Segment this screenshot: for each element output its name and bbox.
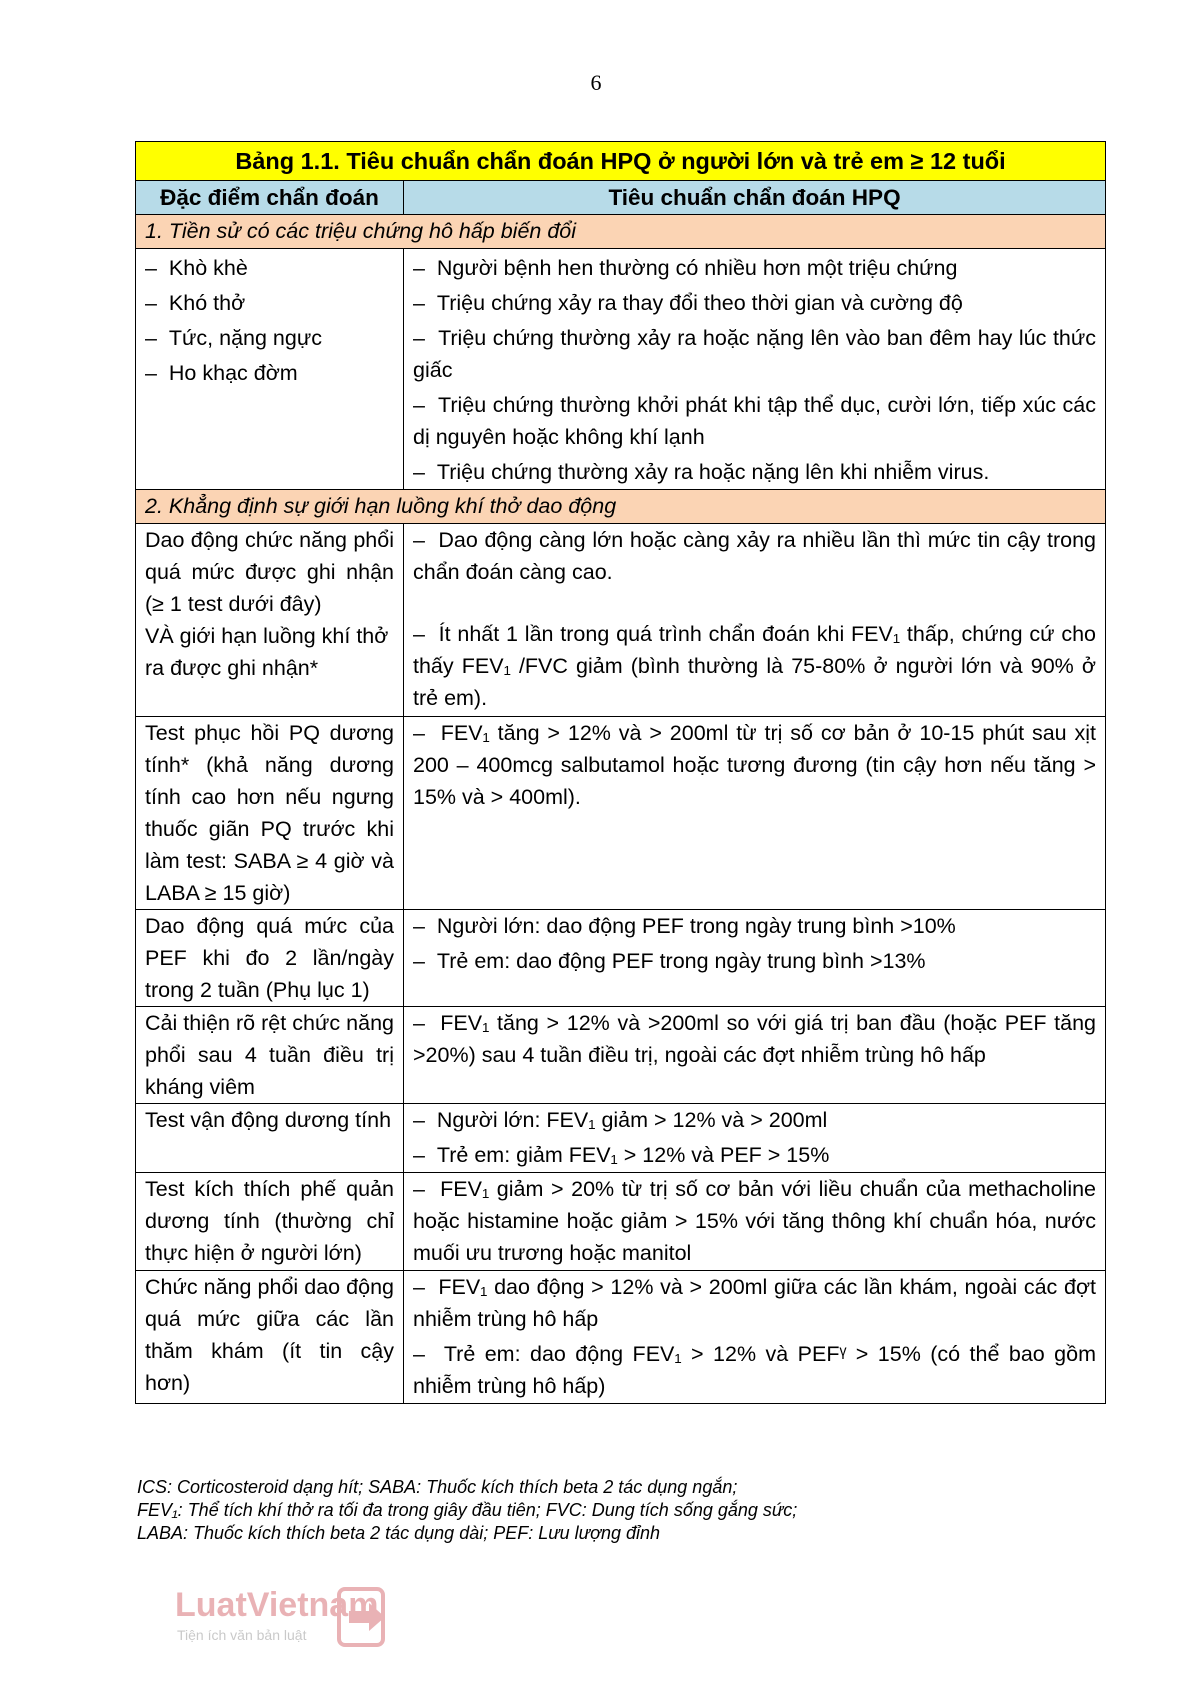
criteria-item: – Người bệnh hen thường có nhiều hơn một triệu chứng: [413, 252, 1096, 284]
feature-cell: [136, 1271, 404, 1404]
symptom-item: – Ho khạc đờm: [145, 357, 394, 389]
criteria-item: – Triệu chứng thường khởi phát khi tập thể dục, cười lớn, tiếp xúc các dị nguyên hoặc không khí lạnh: [413, 389, 1096, 453]
watermark-tagline: Tiện ích văn bản luật: [177, 1627, 307, 1643]
criteria-item: – Dao động càng lớn hoặc càng xảy ra nhiều lần thì mức tin cậy trong chẩn đoán càng cao.: [413, 524, 1096, 588]
criteria-cell: [404, 524, 1106, 717]
criteria-item: – Người lớn: FEV₁ giảm > 12% và > 200ml: [413, 1104, 1096, 1136]
table-row: [136, 910, 1106, 1007]
section-2-title: 2. Khẳng định sự giới hạn luồng khí thở dao động: [136, 490, 1106, 524]
criteria-cell: [404, 1007, 1106, 1104]
criteria-item: – Trẻ em: dao động PEF trong ngày trung bình >13%: [413, 945, 1096, 977]
criteria-cell: [404, 1173, 1106, 1271]
criteria-cell: [404, 1104, 1106, 1173]
table-row: [136, 524, 1106, 717]
feature-cell: [136, 524, 404, 717]
section-1-symptoms-cell: [136, 249, 404, 490]
criteria-item: – FEV₁ dao động > 12% và > 200ml giữa các lần khám, ngoài các đợt nhiễm trùng hô hấp: [413, 1271, 1096, 1335]
criteria-item: – Ít nhất 1 lần trong quá trình chẩn đoán khi FEV₁ thấp, chứng cứ cho thấy FEV₁ /FVC giảm (bình thường là 75-80% ở người lớn và 90% ở trẻ em).: [413, 618, 1096, 714]
feature-cell: [136, 1104, 404, 1173]
table-row: [136, 249, 1106, 490]
table-row: [136, 1271, 1106, 1404]
feature-text: Test kích thích phế quản dương tính (thường chỉ thực hiện ở người lớn): [145, 1177, 394, 1265]
diagnostic-criteria-table: [135, 141, 1106, 1404]
column-header-features: Đặc điểm chẩn đoán: [136, 181, 404, 215]
page-number: 6: [590, 70, 602, 95]
criteria-item: – Triệu chứng thường xảy ra hoặc nặng lên khi nhiễm virus.: [413, 456, 1096, 488]
footnote-line: ICS: Corticosteroid dạng hít; SABA: Thuốc kích thích beta 2 tác dụng ngắn;: [137, 1477, 738, 1497]
feature-text: Test phục hồi PQ dương tính* (khả năng dương tính cao hơn nếu ngưng thuốc giãn PQ trước khi làm test: SABA ≥ 4 giờ và LABA ≥ 15 giờ): [145, 721, 394, 905]
column-header-criteria: Tiêu chuẩn chẩn đoán HPQ: [404, 181, 1106, 215]
footnotes: [137, 1476, 1097, 1545]
criteria-item: – Triệu chứng xảy ra thay đổi theo thời gian và cường độ: [413, 287, 1096, 319]
criteria-item: – FEV₁ giảm > 20% từ trị số cơ bản với liều chuẩn của methacholine hoặc histamine hoặc giảm > 15% với tăng thông khí chuẩn hóa, nước muối ưu trương hoặc manitol: [413, 1173, 1096, 1269]
table-title: Bảng 1.1. Tiêu chuẩn chẩn đoán HPQ ở người lớn và trẻ em ≥ 12 tuổi: [136, 142, 1106, 181]
watermark-brand: LuatVietnam: [175, 1586, 379, 1624]
criteria-item: – FEV₁ tăng > 12% và > 200ml từ trị số cơ bản ở 10-15 phút sau xịt 200 – 400mcg salbutamol hoặc tương đương (tin cậy hơn nếu tăng > 15% và > 400ml).: [413, 717, 1096, 813]
feature-text: Dao động quá mức của PEF khi đo 2 lần/ngày trong 2 tuần (Phụ lục 1): [145, 914, 394, 1002]
criteria-item: – Triệu chứng thường xảy ra hoặc nặng lên vào ban đêm hay lúc thức giấc: [413, 322, 1096, 386]
feature-text: Chức năng phổi dao động quá mức giữa các lần thăm khám (ít tin cậy hơn): [145, 1275, 394, 1395]
footnote-line: FEV₁: Thể tích khí thở ra tối đa trong giây đầu tiên; FVC: Dung tích sống gắng sức;: [137, 1500, 798, 1520]
section-1-criteria-cell: [404, 249, 1106, 490]
criteria-item: – Người lớn: dao động PEF trong ngày trung bình >10%: [413, 910, 1096, 942]
table-row: [136, 1173, 1106, 1271]
feature-text: VÀ giới hạn luồng khí thở ra được ghi nhận*: [145, 624, 389, 680]
criteria-cell: [404, 1271, 1106, 1404]
symptom-item: – Tức, nặng ngực: [145, 322, 394, 354]
footnote-line: LABA: Thuốc kích thích beta 2 tác dụng dài; PEF: Lưu lượng đỉnh: [137, 1523, 661, 1543]
symptom-item: – Khó thở: [145, 287, 394, 319]
arrow-right-icon: [335, 1585, 395, 1649]
watermark-logo: [175, 1585, 405, 1675]
feature-text: Test vận động dương tính: [145, 1108, 392, 1132]
feature-cell: [136, 717, 404, 910]
table-row: [136, 1007, 1106, 1104]
feature-cell: [136, 910, 404, 1007]
feature-cell: [136, 1173, 404, 1271]
feature-cell: [136, 1007, 404, 1104]
criteria-cell: [404, 717, 1106, 910]
criteria-item: – Trẻ em: dao động FEV₁ > 12% và PEFᵞ > 15% (có thể bao gồm nhiễm trùng hô hấp): [413, 1338, 1096, 1402]
criteria-item: – Trẻ em: giảm FEV₁ > 12% và PEF > 15%: [413, 1139, 1096, 1171]
feature-text: Cải thiện rõ rệt chức năng phổi sau 4 tuần điều trị kháng viêm: [145, 1011, 394, 1099]
criteria-cell: [404, 910, 1106, 1007]
symptom-item: – Khò khè: [145, 252, 394, 284]
criteria-item: – FEV₁ tăng > 12% và >200ml so với giá trị ban đầu (hoặc PEF tăng >20%) sau 4 tuần điều trị, ngoài các đợt nhiễm trùng hô hấp: [413, 1007, 1096, 1071]
table-row: [136, 1104, 1106, 1173]
feature-text: Dao động chức năng phổi quá mức được ghi nhận (≥ 1 test dưới đây): [145, 528, 394, 616]
section-1-title: 1. Tiền sử có các triệu chứng hô hấp biến đổi: [136, 215, 1106, 249]
table-row: [136, 717, 1106, 910]
